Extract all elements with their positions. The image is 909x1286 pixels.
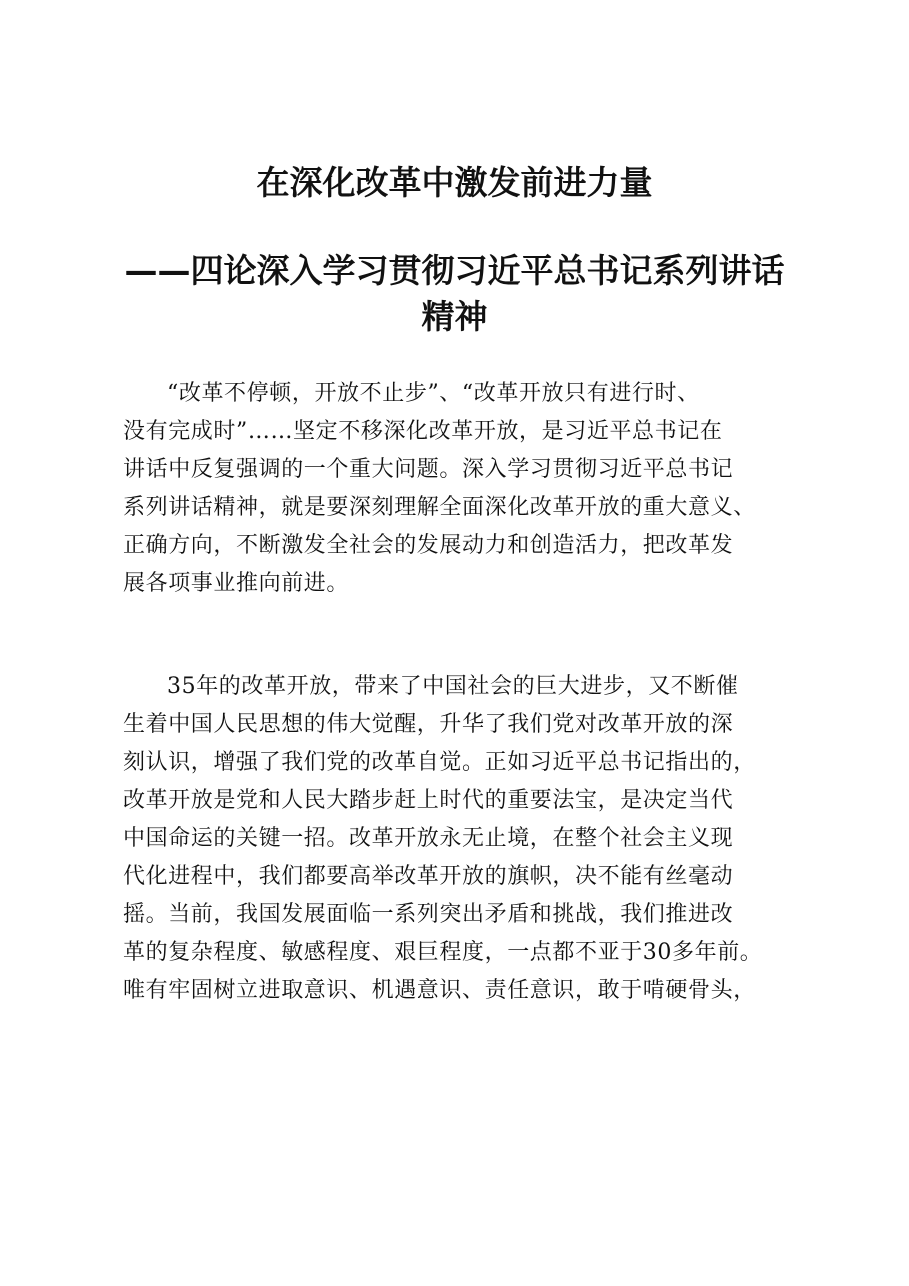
paragraph-line: 唯有牢固树立进取意识、机遇意识、责任意识，敢于啃硬骨头， (123, 978, 756, 1003)
paragraph-line: 展各项事业推向前进。 (123, 571, 350, 596)
paragraph-line: 正确方向，不断激发全社会的发展动力和创造活力，把改革发 (123, 533, 734, 558)
paragraph-line: 革的复杂程度、敏感程度、艰巨程度，一点都不亚于30多年前。 (123, 940, 763, 965)
paragraph-line: 讲话中反复强调的一个重大问题。深入学习贯彻习近平总书记 (123, 457, 734, 482)
paragraph-1 (123, 375, 823, 603)
document-subtitle-line-2: 精神 (421, 297, 488, 336)
paragraph-line: 没有完成时”……坚定不移深化改革开放，是习近平总书记在 (123, 419, 723, 444)
paragraph-line: 生着中国人民思想的伟大觉醒，升华了我们党对改革开放的深 (123, 712, 734, 737)
document-title: 在深化改革中激发前进力量 (256, 163, 653, 202)
paragraph-line: 刻认识，增强了我们党的改革自觉。正如习近平总书记指出的， (123, 750, 756, 775)
paragraph-line: 系列讲话精神，就是要深刻理解全面深化改革开放的重大意义、 (123, 495, 756, 520)
paragraph-line: 35年的改革开放，带来了中国社会的巨大进步，又不断催 (167, 674, 739, 699)
document-subtitle-line-1: ——四论深入学习贯彻习近平总书记系列讲话 (124, 251, 785, 290)
paragraph-2 (123, 668, 823, 1010)
paragraph-line: 代化进程中，我们都要高举改革开放的旗帜，决不能有丝毫动 (123, 864, 734, 889)
paragraph-line: 中国命运的关键一招。改革开放永无止境，在整个社会主义现 (123, 826, 734, 851)
paragraph-line: 改革开放是党和人民大踏步赶上时代的重要法宝，是决定当代 (123, 788, 734, 813)
paragraph-line: “改革不停顿，开放不止步”、“改革开放只有进行时、 (167, 381, 700, 406)
paragraph-line: 摇。当前，我国发展面临一系列突出矛盾和挑战，我们推进改 (123, 902, 734, 927)
